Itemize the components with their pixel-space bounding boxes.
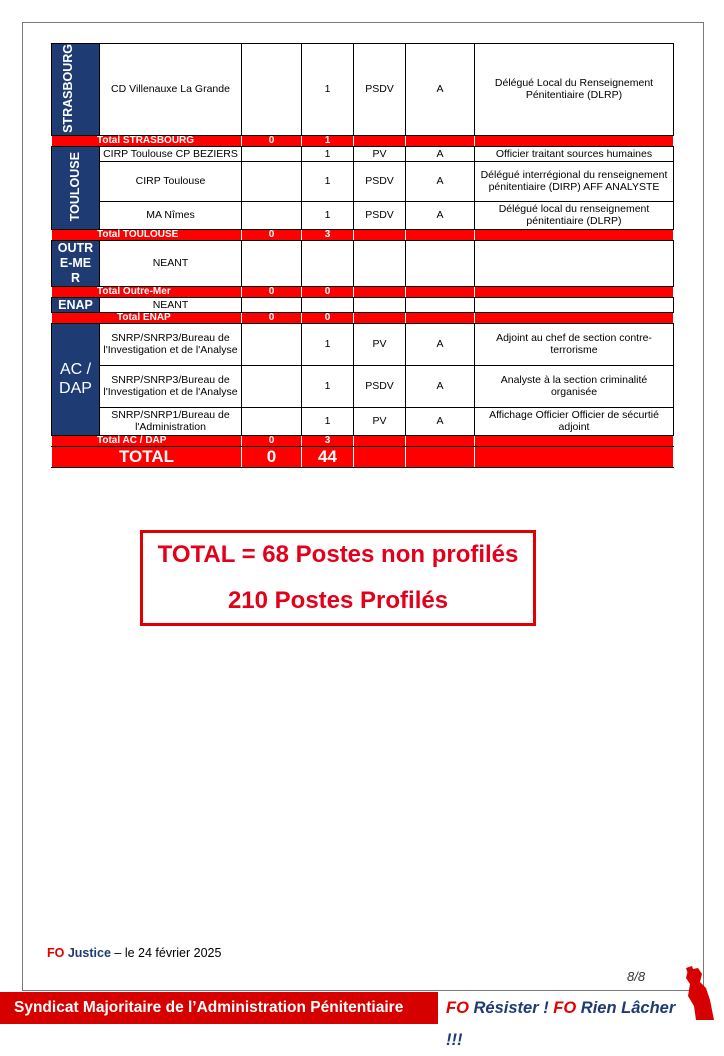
subtotal-row (52, 435, 674, 446)
site-cell: CD Villenauxe La Grande (100, 44, 242, 136)
site-cell: SNRP/SNRP3/Bureau de l'Investigation et de l'Analyse (100, 365, 242, 407)
region-cell-outremer: OUTRE-MER (52, 240, 100, 286)
table-row (52, 365, 674, 407)
subtotal-nonprofile: 0 (242, 286, 302, 297)
table-row (52, 323, 674, 365)
nonprofile-cell (242, 365, 302, 407)
region-cell-acdap: AC / DAP (52, 323, 100, 435)
post-cell: Officier traitant sources humaines (475, 146, 674, 161)
profile-cell: 1 (302, 365, 354, 407)
site-cell: SNRP/SNRP3/Bureau de l'Investigation et de l'Analyse (100, 323, 242, 365)
profile-cell: 1 (302, 323, 354, 365)
type-cell: PSDV (354, 161, 406, 201)
grand-total-nonprofile: 0 (242, 446, 302, 467)
profile-cell: 1 (302, 161, 354, 201)
type-cell: PSDV (354, 201, 406, 229)
subtotal-nonprofile: 0 (242, 229, 302, 240)
region-cell-enap: ENAP (52, 297, 100, 312)
category-cell: A (406, 161, 475, 201)
footer-date (47, 946, 221, 960)
grand-total-row (52, 446, 674, 467)
site-cell: MA Nîmes (100, 201, 242, 229)
subtotal-nonprofile: 0 (242, 435, 302, 446)
footer-date-text: – le 24 février 2025 (110, 946, 222, 960)
category-cell: A (406, 44, 475, 136)
subtotal-nonprofile: 0 (242, 312, 302, 323)
union-tagline: Syndicat Majoritaire de l’Administration Pénitentiaire (0, 992, 438, 1024)
nonprofile-cell (242, 146, 302, 161)
subtotal-label: Total STRASBOURG (52, 135, 242, 146)
category-cell: A (406, 146, 475, 161)
subtotal-profile: 0 (302, 312, 354, 323)
post-cell: Analyste à la section criminalité organisée (475, 365, 674, 407)
profile-cell: 1 (302, 44, 354, 136)
summary-line-2: 210 Postes Profilés (227, 587, 449, 614)
subtotal-profile: 0 (302, 286, 354, 297)
category-cell: A (406, 323, 475, 365)
page-number: 8/8 (627, 969, 646, 984)
slogan-fo-1: FO (446, 999, 469, 1017)
post-cell: Affichage Officier Officier de sécurtié adjoint (475, 407, 674, 435)
post-cell: Délégué Local du Renseignement Pénitentiaire (DLRP) (475, 44, 674, 136)
subtotal-row (52, 312, 674, 323)
table-row (52, 44, 674, 136)
type-cell: PSDV (354, 44, 406, 136)
category-cell: A (406, 365, 475, 407)
type-cell: PSDV (354, 365, 406, 407)
site-cell: SNRP/SNRP1/Bureau de l'Administration (100, 407, 242, 435)
table-row (52, 161, 674, 201)
subtotal-nonprofile: 0 (242, 135, 302, 146)
category-cell: A (406, 201, 475, 229)
subtotal-profile: 3 (302, 435, 354, 446)
footer-justice: Justice (67, 946, 111, 960)
table-row (52, 201, 674, 229)
profile-cell: 1 (302, 146, 354, 161)
posts-table (51, 43, 674, 468)
region-cell-strasbourg: STRASBOURG (52, 44, 100, 136)
nonprofile-cell (242, 44, 302, 136)
site-cell: NEANT (100, 297, 242, 312)
type-cell: PV (354, 323, 406, 365)
table-row (52, 407, 674, 435)
site-cell: CIRP Toulouse CP BEZIERS (100, 146, 242, 161)
raised-fist-icon (680, 966, 720, 1022)
subtotal-label: Total TOULOUSE (52, 229, 242, 240)
site-cell: NEANT (100, 240, 242, 286)
site-cell: CIRP Toulouse (100, 161, 242, 201)
subtotal-profile: 1 (302, 135, 354, 146)
subtotal-row (52, 135, 674, 146)
footer-banner (0, 992, 724, 1049)
profile-cell: 1 (302, 201, 354, 229)
grand-total-label: TOTAL (52, 446, 242, 467)
post-cell: Délégué local du renseignement pénitentiaire (DLRP) (475, 201, 674, 229)
nonprofile-cell (242, 161, 302, 201)
table-row (52, 146, 674, 161)
nonprofile-cell (242, 323, 302, 365)
nonprofile-cell (242, 201, 302, 229)
table-row (52, 240, 674, 286)
region-cell-toulouse: TOULOUSE (52, 146, 100, 229)
subtotal-row (52, 229, 674, 240)
subtotal-profile: 3 (302, 229, 354, 240)
subtotal-label: Total AC / DAP (52, 435, 242, 446)
nonprofile-cell (242, 407, 302, 435)
slogan (438, 992, 676, 1049)
slogan-part-2: Rien Lâcher !!! (446, 999, 676, 1049)
table-row (52, 297, 674, 312)
subtotal-row (52, 286, 674, 297)
category-cell: A (406, 407, 475, 435)
slogan-part-1: Résister ! (468, 999, 554, 1017)
type-cell: PV (354, 407, 406, 435)
subtotal-label: Total ENAP (52, 312, 242, 323)
slogan-fo-2: FO (553, 999, 577, 1017)
post-cell: Délégué interrégional du renseignement pénitentiaire (DIRP) AFF ANALYSTE (475, 161, 674, 201)
footer-fo: FO (47, 946, 65, 960)
post-cell: Adjoint au chef de section contre-terrorisme (475, 323, 674, 365)
grand-total-profile: 44 (302, 446, 354, 467)
summary-line-1: TOTAL = 68 Postes non profilés (157, 541, 519, 568)
type-cell: PV (354, 146, 406, 161)
subtotal-label: Total Outre-Mer (52, 286, 242, 297)
profile-cell: 1 (302, 407, 354, 435)
summary-box (140, 530, 536, 626)
